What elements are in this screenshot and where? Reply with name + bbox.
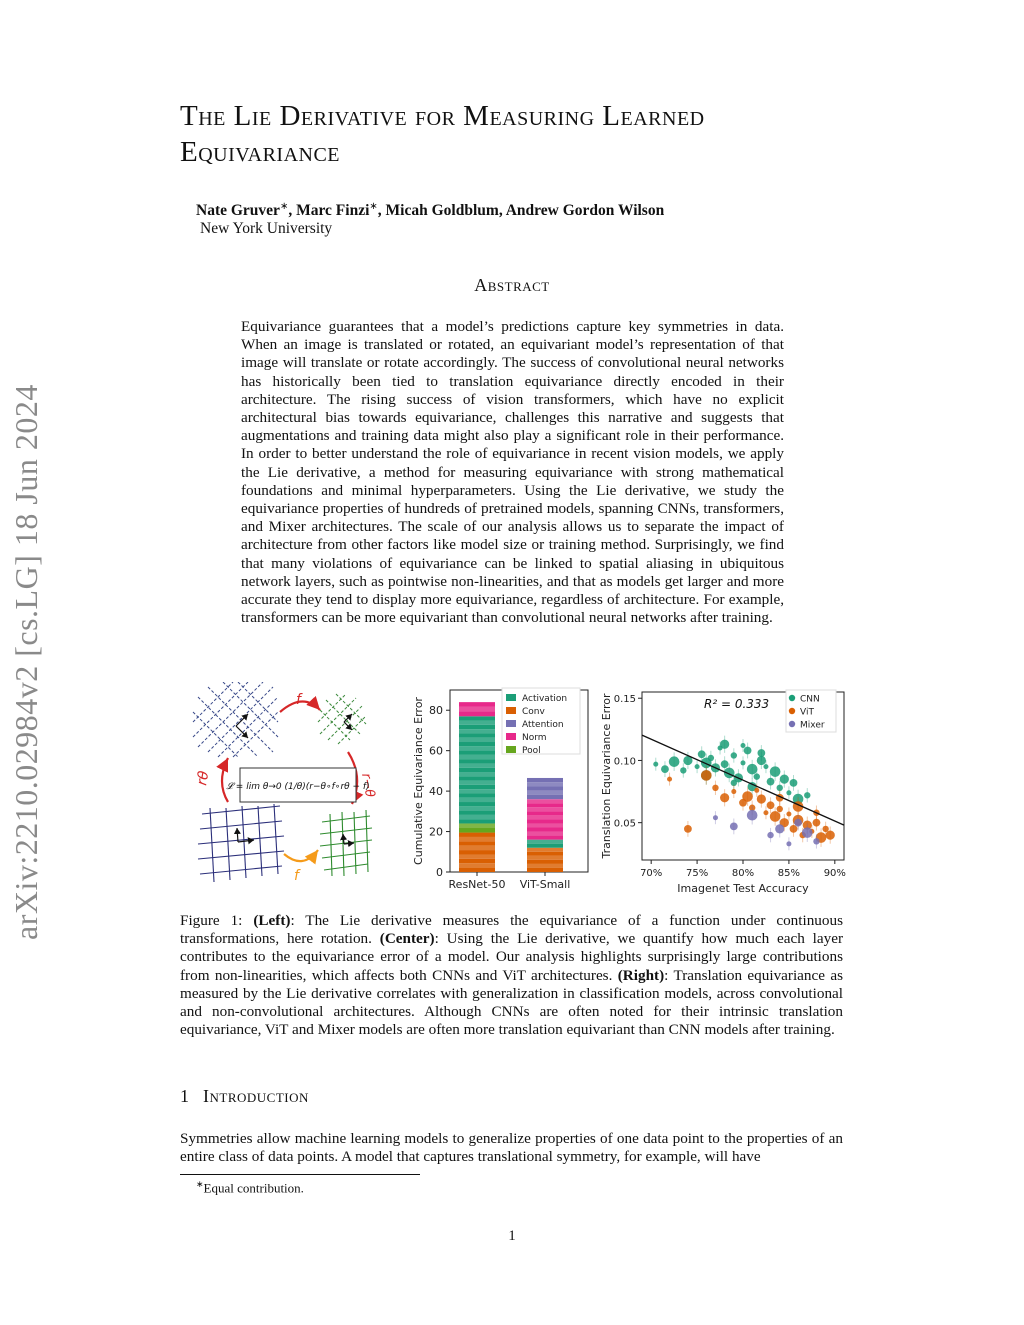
- bar-segment-conv: [459, 850, 495, 854]
- bar-segment-activation: [459, 768, 495, 772]
- point-cnn: [695, 764, 700, 769]
- affiliation: New York University: [200, 220, 333, 237]
- bar-segment-norm: [527, 823, 563, 827]
- intro-paragraph: Symmetries allow machine learning models to generalize properties of one data point to the properties of an entire class of data points. A model that captures translational symmetry, for example, will have: [180, 1130, 843, 1166]
- abstract-body: Equivariance guarantees that a model’s predictions capture key symmetries in data. When an image is translated or rotated, an equivariant model’s representation of that image will translate or rotate accordingly. The success of convolutional neural networks has historically been tied to translation equivariance directly encoded in their architecture. The rising success of vision transformers, which have no explicit architectural bias towards equivariance, challenges this narrative and suggests that augmentations and training data might also play a significant role in their performance. In order to better understand the role of equivariance in recent vision models, we apply the Lie derivative, a method for measuring equivariance with strong mathematical foundations and minimal hyperparameters. Using the Lie derivative, we study the equivariance properties of hundreds of pretrained models, spanning CNNs, transformers, and Mixer architectures. The scale of our analysis allows us to separate the impact of architecture from other factors like model size or training method. Surprisingly, we find that many violations of equivariance can be linked to spatial aliasing in ubiquitous network layers, such as pointwise non-linearities, and that as models get larger and more accurate they tend to display more equivariance, regardless of architecture. For example, transformers can be more equivariant than convolutional neural networks after training.: [241, 318, 784, 627]
- point-cnn: [786, 790, 791, 795]
- bar-segment-attention: [527, 791, 563, 795]
- legend-marker: [789, 721, 795, 727]
- legend-label: Norm: [522, 733, 547, 743]
- bar-segment-attention: [527, 786, 563, 790]
- point-vit: [684, 825, 692, 833]
- y-tick-label: 40: [429, 785, 443, 799]
- point-vit: [667, 777, 672, 782]
- bar-segment-activation: [459, 729, 495, 733]
- x-tick-label: 75%: [685, 868, 709, 879]
- arxiv-stamp: arXiv:2210.02984v2 [cs.LG] 18 Jun 2024: [8, 384, 44, 940]
- y-tick-label: 0.10: [613, 756, 636, 768]
- point-cnn: [757, 749, 765, 757]
- bar-segment-norm: [459, 707, 495, 712]
- x-tick-label: 80%: [731, 868, 755, 879]
- y-tick-label: 0.05: [613, 818, 636, 830]
- bar-segment-attention: [527, 795, 563, 799]
- point-cnn: [721, 760, 729, 768]
- legend-swatch: [506, 746, 516, 753]
- point-mixer: [747, 810, 758, 821]
- section-number: 1: [180, 1086, 189, 1106]
- y-axis-label: Cumulative Equivariance Error: [412, 697, 425, 865]
- point-cnn: [747, 764, 758, 775]
- bar-segment-activation: [459, 763, 495, 767]
- bar-segment-norm: [527, 828, 563, 832]
- bar-segment-norm: [527, 836, 563, 840]
- author-mark: ∗: [279, 201, 289, 212]
- legend-label: CNN: [800, 694, 820, 705]
- point-cnn: [763, 764, 768, 769]
- point-vit: [770, 811, 781, 822]
- author-name: Andrew Gordon Wilson: [505, 202, 665, 220]
- bar-segment-activation: [459, 716, 495, 720]
- legend-label: Attention: [522, 720, 564, 730]
- caption-text: Figure 1:: [180, 912, 254, 929]
- label-r-left: rθ: [194, 769, 213, 787]
- label-f-bottom: f: [294, 868, 299, 884]
- point-vit: [777, 806, 783, 812]
- bar-segment-conv: [459, 859, 495, 863]
- bar-segment-conv: [459, 868, 495, 872]
- caption-panel-label: (Left): [253, 912, 291, 929]
- caption-panel-label: (Center): [379, 930, 435, 948]
- point-vit: [742, 791, 753, 802]
- r-squared-annotation: R² = 0.333: [704, 697, 770, 711]
- scatter-chart: [600, 682, 848, 897]
- point-vit: [720, 793, 729, 802]
- stacked-bar-chart: [408, 682, 598, 897]
- legend-label: Activation: [522, 694, 568, 704]
- lie-derivative-formula: 𝓛 = lim θ→0 (1/θ)(r−θ∘f∘rθ − f): [226, 782, 370, 792]
- point-cnn: [790, 779, 798, 787]
- point-cnn: [661, 765, 669, 773]
- bar-segment-conv: [459, 833, 495, 837]
- point-cnn: [770, 766, 781, 777]
- bar-segment-activation: [459, 776, 495, 780]
- point-vit: [757, 794, 766, 803]
- y-tick-label: 60: [429, 744, 443, 758]
- point-cnn: [767, 778, 775, 786]
- bar-segment-conv: [459, 846, 495, 850]
- point-mixer: [802, 827, 813, 838]
- point-vit: [763, 810, 768, 815]
- point-cnn: [754, 773, 760, 779]
- point-vit: [731, 789, 736, 794]
- bar-segment-norm: [527, 811, 563, 815]
- bar-segment-activation: [459, 811, 495, 815]
- bar-segment-norm: [459, 702, 495, 707]
- footnote-rule: [180, 1174, 420, 1175]
- grid-input: [198, 804, 284, 882]
- point-cnn: [680, 767, 686, 773]
- lie-derivative-diagram: [188, 682, 378, 892]
- bar-segment-activation: [459, 742, 495, 746]
- point-mixer: [794, 819, 802, 827]
- legend-label: ViT: [800, 707, 814, 718]
- bar-segment-activation: [459, 746, 495, 750]
- bar-segment-activation: [459, 789, 495, 793]
- point-mixer: [713, 815, 718, 820]
- legend-swatch: [506, 694, 516, 701]
- caption-text: : The Lie derivative measures the equivariance of a function under continuous transformations, here rotation.: [180, 912, 843, 948]
- point-cnn: [720, 740, 729, 749]
- caption-text: : Using the Lie derivative, we quantify how much each layer contributes to the equivariance error of a model. Our analysis highlights surprisingly large contributions from non-linearities, which affects both CNNs and ViT architectures.: [180, 930, 844, 984]
- bar-segment-activation: [459, 772, 495, 776]
- bar-segment-activation: [459, 815, 495, 819]
- figure-caption: [180, 912, 843, 1039]
- bar-segment-activation: [459, 733, 495, 737]
- point-vit: [767, 801, 775, 809]
- bar-segment-norm: [527, 815, 563, 819]
- bar-segment-conv: [527, 860, 563, 864]
- y-tick-label: 20: [429, 825, 443, 839]
- x-tick-label: 90%: [823, 868, 846, 879]
- point-vit: [822, 826, 828, 832]
- bar-segment-norm: [459, 712, 495, 717]
- bar-segment-activation: [527, 844, 563, 848]
- bar-segment-activation: [459, 781, 495, 785]
- x-tick-label: ViT-Small: [519, 878, 571, 891]
- point-mixer: [775, 824, 784, 833]
- author-name: Micah Goldblum: [385, 202, 499, 220]
- footnote-mark: ∗: [196, 1179, 204, 1189]
- bar-segment-pool: [459, 823, 495, 828]
- point-mixer: [767, 832, 773, 838]
- label-f-top: f: [296, 692, 301, 708]
- footnote: [196, 1179, 304, 1196]
- y-tick-label: 0.15: [613, 694, 636, 706]
- author-mark: ∗: [369, 201, 378, 212]
- bar-segment-conv: [527, 856, 563, 860]
- point-vit: [813, 819, 821, 827]
- bar-segment-activation: [459, 738, 495, 742]
- point-vit: [786, 811, 791, 816]
- point-cnn: [731, 752, 737, 758]
- x-tick-label: 70%: [640, 868, 663, 879]
- bar-segment-conv: [527, 848, 563, 852]
- author-name: Nate Gruver: [196, 202, 280, 220]
- rotated-grid-input: [193, 682, 278, 757]
- point-cnn: [653, 762, 658, 767]
- bar-segment-conv: [459, 854, 495, 858]
- author-name: Marc Finzi: [296, 202, 370, 220]
- point-vit: [754, 788, 759, 793]
- legend-swatch: [506, 733, 516, 740]
- bar-segment-conv: [527, 852, 563, 856]
- point-cnn: [780, 775, 789, 784]
- point-vit: [712, 785, 718, 791]
- legend-swatch: [506, 707, 516, 714]
- bar-segment-norm: [527, 807, 563, 811]
- y-tick-label: 0: [436, 866, 443, 879]
- y-axis-label: Translation Equivariance Error: [600, 693, 613, 859]
- bar-segment-conv: [459, 837, 495, 841]
- bar-segment-activation: [459, 806, 495, 810]
- bar-segment-attention: [527, 782, 563, 786]
- legend-label: Mixer: [800, 720, 825, 731]
- bar-segment-pool: [459, 828, 495, 833]
- point-cnn: [804, 792, 810, 798]
- point-cnn: [669, 756, 680, 767]
- rotated-grid-output: [318, 694, 366, 744]
- label-r-right: r−θ: [358, 772, 378, 799]
- arrow-f-bottom: [284, 850, 318, 861]
- y-tick-label: 80: [429, 704, 443, 718]
- legend-label: Conv: [522, 707, 545, 717]
- point-cnn: [744, 747, 752, 755]
- page-number: 1: [508, 1228, 516, 1244]
- bar-segment-activation: [459, 725, 495, 729]
- legend-swatch: [506, 720, 516, 727]
- bar-segment-activation: [459, 759, 495, 763]
- bar-segment-attention: [527, 778, 563, 782]
- bar-segment-conv: [459, 841, 495, 845]
- bar-segment-norm: [527, 819, 563, 823]
- legend-marker: [789, 695, 795, 701]
- paper-title: The Lie Derivative for Measuring Learned Equivariance: [180, 100, 705, 168]
- bar-segment-activation: [459, 785, 495, 789]
- bar-segment-conv: [527, 864, 563, 868]
- legend-marker: [789, 708, 795, 714]
- bar-segment-norm: [527, 832, 563, 836]
- caption-panel-label: (Right): [617, 966, 665, 984]
- bar-segment-conv: [527, 868, 563, 872]
- bar-segment-activation: [459, 793, 495, 797]
- point-cnn: [741, 760, 746, 765]
- x-tick-label: ResNet-50: [448, 878, 506, 891]
- section-title: Introduction: [203, 1086, 309, 1106]
- x-axis-label: Imagenet Test Accuracy: [677, 882, 809, 895]
- bar-segment-activation: [459, 755, 495, 759]
- caption-text: : Translation equivariance as measured by the Lie derivative correlates with generalization in classification models, across convolutional and non-convolutional architectures. Although CNNs are often noted for their intrinsic translation equivariance, ViT and Mixer models are often more translation equivariant than CNN models after training.: [180, 966, 843, 1039]
- point-vit: [826, 831, 835, 840]
- point-vit: [790, 825, 798, 833]
- bar-segment-norm: [527, 799, 563, 803]
- point-cnn: [741, 743, 746, 748]
- point-mixer: [786, 841, 791, 846]
- section-heading: [180, 1086, 309, 1107]
- arrow-r-left: [222, 758, 228, 802]
- author-list: Nate Gruver∗, Marc Finzi∗, Micah Goldblum, Andrew Gordon Wilson: [196, 201, 665, 220]
- bar-segment-norm: [527, 803, 563, 807]
- point-vit: [701, 770, 712, 781]
- bar-segment-activation: [459, 721, 495, 725]
- bar-segment-activation: [459, 751, 495, 755]
- bar-segment-activation: [459, 802, 495, 806]
- bar-segment-activation: [527, 840, 563, 844]
- abstract-heading: Abstract: [474, 275, 550, 295]
- legend-label: Pool: [522, 746, 541, 756]
- x-tick-label: 85%: [777, 868, 801, 879]
- point-mixer: [730, 823, 738, 831]
- grid-output: [320, 810, 372, 876]
- bar-segment-activation: [459, 819, 495, 823]
- point-cnn: [698, 750, 706, 758]
- footnote-text: Equal contribution.: [203, 1180, 304, 1196]
- point-mixer: [813, 838, 819, 844]
- bar-segment-activation: [459, 798, 495, 802]
- bar-segment-conv: [459, 863, 495, 867]
